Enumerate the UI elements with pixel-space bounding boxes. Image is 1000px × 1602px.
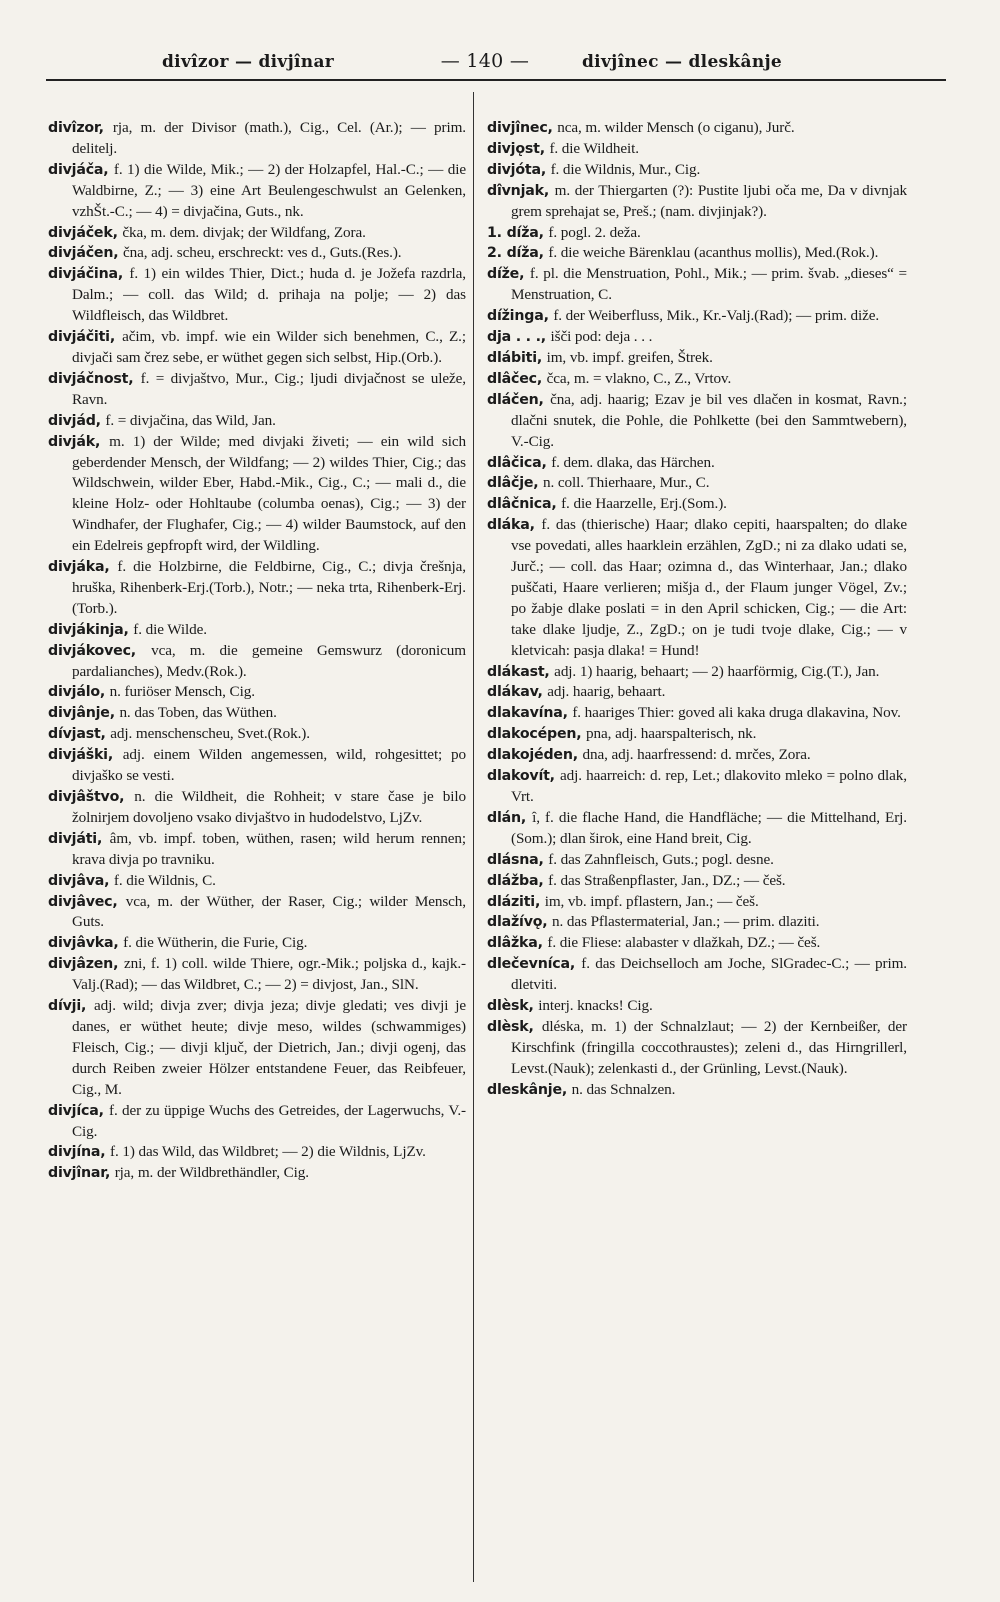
dictionary-entry [48,557,466,620]
dictionary-entry [48,703,466,724]
dictionary-entry [48,829,466,871]
entry-headword: divjáti, [48,830,103,847]
entry-definition: f. die Fliese: alabaster v dlažkah, DZ.; — češ. [547,934,821,952]
entry-headword: dlásna, [487,851,544,868]
entry-headword: divjálo, [48,684,106,701]
entry-definition: n. das Schnalzen. [571,1080,676,1098]
dictionary-entry [487,808,907,850]
dictionary-entry [48,787,466,829]
entry-definition: f. 1) ein wildes Thier, Dict.; huda d. je Jožefa razdrla, Dalm.; — coll. das Wild; d. prihaja na polje; — 2) das Wildfleisch, das Wildbret. [72,265,466,325]
right-guide-word: divjînec — dleskânje [582,52,783,72]
entry-headword: dlâčec, [487,370,543,387]
dictionary-entry [48,871,466,892]
entry-headword: divjînar, [48,1165,111,1182]
entry-headword: dlažívǫ, [487,914,548,931]
entry-headword: dja . . ., [487,329,546,346]
entry-headword: divjáški, [48,747,114,764]
dictionary-entry [487,264,907,306]
dictionary-entry [487,515,907,661]
entry-definition: im, vb. impf. greifen, Štrek. [546,348,713,366]
entry-definition: adj. haarig, behaart. [547,683,666,701]
entry-headword: dláka, [487,517,535,534]
entry-definition: pna, adj. haarspalterisch, nk. [586,725,757,743]
entry-headword: dlèsk, [487,1018,534,1035]
entry-headword: divjáčnost, [48,370,134,387]
entry-headword: dlábiti, [487,349,543,366]
dictionary-entry [487,1017,907,1080]
entry-headword: dlakocépen, [487,726,582,743]
entry-definition: m. 1) der Wilde; med divjaki živeti; — ein wild sich geberdender Mensch, der Wildfang; — 2) wildes Thier, Cig.; das Wildschwein, wilder Eber, Habd.-Mik., Cig., C.; — mali d., die kleine Holz- oder Hohltaube (columba oenas), Cig.; — 3) der Windhafer, der Flughafer, Cig.; — 4) wilder Baumstock, auf den ein Edelreis gepfropft wird, der Wildling. [72,432,466,555]
dictionary-entry [487,850,907,871]
entry-definition: adj. wild; divja zver; divja jeza; divje gledati; ves divji je danes, er wüthet heute; divje meso, wildes (schwammiges) Fleisch, Cig.; — divji ključ, der Dietrich, Jan.; divji ogenj, das durch Reiben zweier Hölzer entstandene Feuer, das Reibfeuer, Cig., M. [72,997,466,1098]
entry-headword: dîvnjak, [487,182,550,199]
dictionary-entry [48,641,466,683]
entry-definition: f. das Zahnfleisch, Guts.; pogl. desne. [548,850,774,868]
entry-definition: f. pl. die Menstruation, Pohl., Mik.; — prim. švab. „dieses“ = Menstruation, C. [511,265,907,304]
dictionary-entry [487,766,907,808]
entry-headword: divjáčina, [48,266,124,283]
left-guide-word: divîzor — divjînar [162,52,335,72]
entry-headword: dlèsk, [487,998,534,1015]
dictionary-entry [487,954,907,996]
dictionary-entry [487,118,907,139]
dictionary-entry [48,432,466,557]
entry-headword: dlâčica, [487,454,547,471]
entry-definition: f. der zu üppige Wuchs des Getreides, der Lagerwuchs, V.-Cig. [72,1101,466,1140]
dictionary-entry [487,139,907,160]
entry-headword: dlečevníca, [487,956,576,973]
entry-definition: f. dem. dlaka, das Härchen. [551,453,715,471]
entry-definition: f. = divjačina, das Wild, Jan. [105,411,276,429]
entry-headword: divjǫst, [487,140,545,157]
dictionary-entry [487,390,907,453]
entry-definition: rja, m. der Divisor (math.), Cig., Cel. (Ar.); — prim. delitelj. [72,119,466,157]
dictionary-entry [48,892,466,934]
dictionary-entry [487,160,907,181]
left-column [48,118,466,1588]
entry-definition: dna, adj. haarfressend: d. mrčes, Zora. [582,746,811,764]
dictionary-entry [48,1163,466,1184]
dictionary-entry [487,892,907,913]
entry-headword: dlâčnica, [487,496,557,513]
entry-headword: dívjast, [48,726,106,743]
entry-definition: f. der Weiberfluss, Mik., Kr.-Valj.(Rad); — prim. diže. [553,307,880,325]
entry-headword: 1. díža, [487,224,544,241]
dictionary-entry [487,327,907,348]
dictionary-entry [487,369,907,390]
entry-definition: vca, m. die gemeine Gemswurz (doronicum pardalianches), Medv.(Rok.). [72,641,466,680]
entry-headword: divjâva, [48,872,110,889]
entry-definition: f. die Haarzelle, Erj.(Som.). [561,495,727,513]
entry-definition: rja, m. der Wildbrethändler, Cig. [114,1164,309,1182]
entry-definition: dléska, m. 1) der Schnalzlaut; — 2) der Kernbeißer, der Kirschfink (fringilla coccothraustes); zeleni d., das Hirngrillerl, Levst.(Nauk); zelenkasti d., der Grünling, Levst.(Nauk). [511,1017,907,1077]
entry-definition: f. das Straßenpflaster, Jan., DZ.; — češ. [548,871,786,889]
dictionary-entry [487,243,907,264]
entry-headword: divjâvec, [48,893,118,910]
entry-definition: âm, vb. impf. toben, wüthen, rasen; wild herum rennen; krava divja po travniku. [72,829,466,868]
entry-headword: divjákinja, [48,621,129,638]
dictionary-entry [487,912,907,933]
dictionary-entry [48,933,466,954]
entry-headword: dížinga, [487,308,549,325]
dictionary-entry [487,933,907,954]
page-header [0,0,1000,100]
entry-headword: divjînec, [487,120,553,136]
entry-definition: n. furiöser Mensch, Cig. [109,683,255,701]
dictionary-entry [487,494,907,515]
entry-headword: divjína, [48,1144,106,1161]
entry-headword: divjád, [48,412,101,429]
entry-headword: divjâzen, [48,956,119,973]
dictionary-entry [48,1101,466,1143]
entry-definition: f. 1) die Wilde, Mik.; — 2) der Holzapfel, Hal.-C.; — die Waldbirne, Z.; — 3) eine Art Beulengeschwulst an Gelenken, vzhŠt.-C.; — 4) = divjačina, Guts., nk. [72,160,466,220]
entry-definition: f. die Wildheit. [549,139,639,157]
entry-definition: ačim, vb. impf. wie ein Wilder sich benehmen, C., Z.; divjači sam črez sebe, er wüthet gegen sich selbst, Hip.(Orb.). [72,328,466,366]
entry-headword: divjákovec, [48,642,136,659]
dictionary-entry [48,264,466,327]
entry-headword: dláčen, [487,391,544,408]
entry-headword: divjáček, [48,224,118,241]
entry-definition: f. pogl. 2. deža. [548,223,641,241]
entry-definition: n. die Wildheit, die Rohheit; v stare čase je bilo žolnirjem dovoljeno vsako divjaštvo in hudodelstvo, LjZv. [72,788,466,826]
entry-definition: î, f. die flache Hand, die Handfläche; — die Mittelhand, Erj.(Som.); dlan širok, eine Hand breit, Cig. [511,808,907,847]
dictionary-entry [487,703,907,724]
dictionary-entry [48,1142,466,1163]
entry-definition: f. 1) das Wild, das Wildbret; — 2) die Wildnis, LjZv. [110,1143,426,1161]
entry-headword: divjânje, [48,705,115,722]
entry-definition: išči pod: deja . . . [550,328,653,346]
entry-headword: dlâčje, [487,475,539,492]
dictionary-entry [48,682,466,703]
entry-definition: adj. 1) haarig, behaart; — 2) haarförmig, Cig.(T.), Jan. [554,662,880,680]
entry-headword: dívji, [48,998,87,1015]
entry-definition: nca, m. wilder Mensch (o ciganu), Jurč. [557,119,795,136]
dictionary-entry [487,682,907,703]
dictionary-entry [487,1080,907,1101]
entry-definition: f. die Wildnis, C. [113,871,216,889]
entry-definition: zni, f. 1) coll. wilde Thiere, ogr.-Mik.; poljska d., kajk.-Valj.(Rad); — das Wildbret, C.; — 2) = divjost, Jan., SlN. [72,955,466,994]
entry-headword: dlakojéden, [487,747,578,764]
dictionary-entry [487,745,907,766]
entry-definition: f. das Deichselloch am Joche, SlGradec-C.; — prim. dletviti. [511,955,907,994]
entry-definition: f. die weiche Bärenklau (acanthus mollis), Med.(Rok.). [548,244,879,262]
entry-definition: f. die Wütherin, die Furie, Cig. [123,934,308,952]
dictionary-entry [487,473,907,494]
entry-definition: im, vb. impf. pflastern, Jan.; — češ. [544,892,759,910]
entry-headword: divjáčen, [48,245,119,262]
column-divider [473,92,474,1582]
entry-definition: f. das (thierische) Haar; dlako cepiti, haarspalten; do dlake vse povedati, alles haarklein erzählen, ZgD.; ni za dlako udati se, Jurč.; — coll. das Haar; ozimna d., das Winterhaar, Jan.; dlako puščati, Haare verlieren; mišja d., der Flaum junger Vögel, Zv.; po žabje dlake poslati = in den April schicken, Cig.; — die Art: take dlake ljudje, Z., ZgD.; on je tudi tvoje dlake, Cig.; — v kletvicah: pasja dlaka! = Hund! [511,516,907,659]
entry-headword: dláziti, [487,893,541,910]
dictionary-entry [48,745,466,787]
entry-headword: dlán, [487,809,527,826]
page-number: — 140 — [440,50,530,72]
dictionary-entry [487,181,907,223]
dictionary-entry [48,118,466,160]
entry-headword: díže, [487,266,525,283]
dictionary-entry [487,223,907,244]
dictionary-entry [487,453,907,474]
entry-definition: n. coll. Thierhaare, Mur., C. [543,474,710,492]
entry-headword: dlákast, [487,663,550,680]
entry-headword: divjâštvo, [48,789,125,805]
header-rule [46,79,946,81]
entry-definition: f. die Holzbirne, die Feldbirne, Cig., C.; divja črešnja, hruška, Rihenberk-Erj.(Torb.), Notr.; — neka trta, Rihenberk-Erj.(Torb.). [72,558,466,617]
dictionary-entry [487,996,907,1017]
dictionary-entry [48,369,466,411]
entry-definition: čca, m. = vlakno, C., Z., Vrtov. [546,369,732,387]
dictionary-entry [487,724,907,745]
entry-definition: f. haariges Thier: goved ali kaka druga dlakavina, Nov. [572,704,901,722]
entry-headword: divjâvka, [48,935,119,952]
dictionary-entry [48,954,466,996]
dictionary-entry [48,620,466,641]
dictionary-entry [487,348,907,369]
dictionary-entry [48,243,466,264]
dictionary-entry [48,223,466,244]
entry-headword: dleskânje, [487,1081,568,1098]
entry-headword: dlážba, [487,872,544,889]
entry-headword: divjáčiti, [48,329,116,346]
entry-headword: divják, [48,433,101,450]
dictionary-entry [48,411,466,432]
entry-definition: interj. knacks! Cig. [538,997,653,1015]
entry-definition: f. die Wilde. [133,620,208,638]
entry-definition: f. die Wildnis, Mur., Cig. [550,160,701,178]
dictionary-entry [48,327,466,369]
entry-definition: vca, m. der Wüther, der Raser, Cig.; wilder Mensch, Guts. [72,892,466,931]
entry-headword: divîzor, [48,120,104,136]
entry-headword: dlakovít, [487,768,555,785]
dictionary-entry [487,662,907,683]
entry-definition: n. das Toben, das Wüthen. [119,704,277,722]
entry-definition: m. der Thiergarten (?): Pustite ljubi oča me, Da v divnjak grem sprehajat se, Preš.; (nam. divjinjak?). [511,181,907,220]
entry-headword: dlakavína, [487,705,568,722]
entry-headword: divjáka, [48,559,110,576]
entry-headword: dlákav, [487,684,543,701]
entry-definition: adj. haarreich: d. rep, Let.; dlakovito mleko = polno dlak, Vrt. [511,767,907,805]
entry-definition: adj. menschenscheu, Svet.(Rok.). [110,725,310,743]
entry-headword: divjáča, [48,161,109,178]
dictionary-entry [48,996,466,1101]
dictionary-entry [487,871,907,892]
entry-headword: divjíca, [48,1102,104,1119]
entry-definition: čna, adj. scheu, erschreckt: ves d., Guts.(Res.). [122,244,402,262]
dictionary-entry [48,724,466,745]
entry-definition: čka, m. dem. divjak; der Wildfang, Zora. [122,223,366,241]
entry-headword: dlâžka, [487,935,543,952]
entry-definition: f. = divjaštvo, Mur., Cig.; ljudi divjačnost se uleže, Ravn. [72,369,466,408]
dictionary-entry [48,160,466,223]
right-column [487,118,907,1588]
entry-headword: divjóta, [487,161,547,178]
entry-headword: 2. díža, [487,245,544,262]
entry-definition: n. das Pflastermaterial, Jan.; — prim. dlaziti. [552,913,820,931]
entry-definition: čna, adj. haarig; Ezav je bil ves dlačen in kosmat, Ravn.; dlačni snutek, die Pohle, die Pohlkette (bei den Sammtwebern), V.-Cig. [511,390,907,450]
dictionary-entry [487,306,907,327]
entry-definition: adj. einem Wilden angemessen, wild, rohgesittet; po divjaško se vesti. [72,746,466,785]
